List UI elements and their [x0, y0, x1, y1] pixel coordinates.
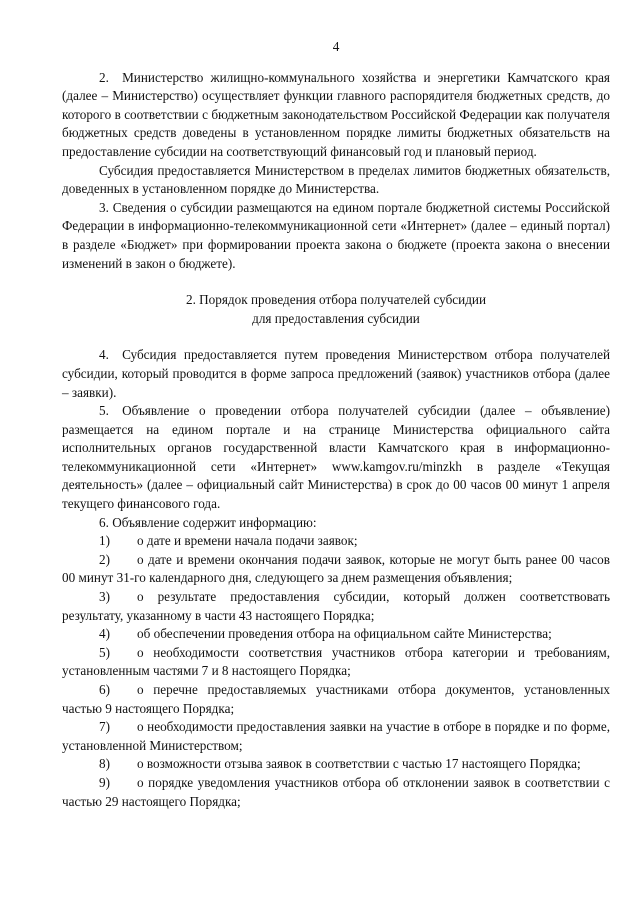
list-item-text: о дате и времени начала подачи заявок; [137, 533, 358, 549]
list-item [62, 755, 610, 774]
list-item-number: 6) [99, 682, 110, 697]
list-item [62, 644, 610, 681]
list-item-number: 2) [99, 551, 110, 567]
section-heading-line-2: для предоставления субсидии [252, 310, 420, 326]
list-item-text: о необходимости предоставления заявки на участие в отборе в порядке и по форме, установленной Министерством; [62, 719, 610, 753]
page-number: 4 [332, 39, 340, 54]
list-item-text: о необходимости соответствия участников отбора категории и требованиям, установленным частями 7 и 8 настоящего Порядка; [62, 644, 610, 679]
list-item [62, 551, 610, 588]
section-heading-line-1: 2. Порядок проведения отбора получателей субсидии [185, 292, 487, 308]
paragraph-5: 5. Объявление о проведении отбора получателей субсидии (далее – объявление) размещается на едином портале и на странице Министерства официального сайта исполнительных органов государственной власти Камчатского края в информационно-телекоммуникационной сети «Интернет» www.kamgov.ru/minzkh в разделе «Текущая деятельность» (далее – официальный сайт Министерства) в срок до 00 часов 00 минут 1 апреля текущего финансового года. [62, 403, 610, 512]
paragraph-2: 2. Министерство жилищно-коммунального хозяйства и энергетики Камчатского края (далее – Министерство) осуществляет функции главного распорядителя бюджетных средств, до которого в соответствии с бюджетным законодательством Российской Федерации как получателя бюджетных средств доведены в установленном порядке лимиты бюджетных обязательств на предоставление субсидии на соответствующий финансовый год и плановый период. [62, 69, 610, 159]
list-item-number: 3) [99, 589, 110, 605]
list-item-text: о порядке уведомления участников отбора об отклонении заявок в соответствии с частью 29 настоящего Порядка; [62, 774, 610, 809]
paragraph-subsidy-limits: Субсидия предоставляется Министерством в пределах лимитов бюджетных обязательств, доведенных в установленном порядке до Министерства. [62, 162, 610, 197]
list-item-text: об обеспечении проведения отбора на официальном сайте Министерства; [137, 626, 552, 642]
list-item-number: 9) [99, 774, 110, 790]
paragraph-4: 4. Субсидия предоставляется путем проведения Министерством отбора получателей субсидии, который проводится в форме запроса предложений (заявок) участников отбора (далее – заявки). [62, 347, 610, 400]
list-item [62, 532, 610, 551]
list-item-number: 7) [99, 719, 110, 735]
paragraph-3: 3. Сведения о субсидии размещаются на едином портале бюджетной системы Российской Федерации в информационно-телекоммуникационной сети «Интернет» (далее – единый портал) в разделе «Бюджет» при формировании проекта закона о бюджете (проекта закона о внесении изменений в закон о бюджете). [62, 199, 610, 271]
list-item [62, 681, 610, 718]
list-item-text: о перечне предоставляемых участниками отбора документов, установленных частью 9 настоящего Порядка; [62, 682, 610, 716]
list-item [62, 774, 610, 811]
list-item-number: 4) [99, 626, 110, 642]
list-item-text: о возможности отзыва заявок в соответствии с частью 17 настоящего Порядка; [137, 756, 581, 772]
list-item [62, 625, 610, 644]
list-item-text: о результате предоставления субсидии, который должен соответствовать результату, указанному в части 43 настоящего Порядка; [62, 589, 610, 623]
paragraph-6: 6. Объявление содержит информацию: [99, 514, 317, 530]
list-item-number: 8) [99, 756, 110, 772]
list-item-text: о дате и времени окончания подачи заявок, которые не могут быть ранее 00 часов 00 минут 31-го календарного дня, следующего за днем размещения объявления; [62, 551, 610, 586]
list-item-number: 5) [99, 644, 110, 660]
list-item [62, 588, 610, 625]
list-item-number: 1) [99, 533, 110, 549]
list-item [62, 718, 610, 755]
